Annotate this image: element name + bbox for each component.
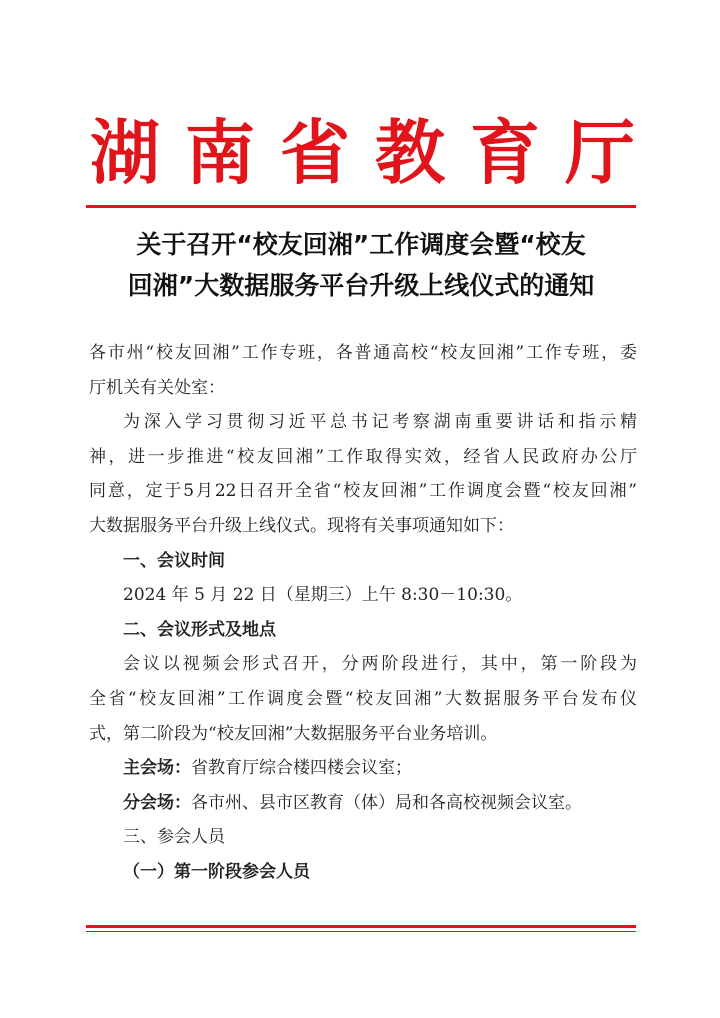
paragraph-line: 为深入学习贯彻习近平总书记考察湖南重要讲话和指示精: [123, 412, 637, 433]
document-body: [89, 336, 637, 890]
letterhead-char: 厅: [565, 111, 635, 194]
main-venue-label: 主会场：: [123, 758, 191, 779]
paragraph-line: 式，第二阶段为“校友回湘”大数据服务平台业务培训。: [89, 723, 498, 744]
sub-venue-label: 分会场：: [123, 792, 191, 813]
org-letterhead: [90, 108, 635, 198]
paragraph-line: 同意，定于5月22日召开全省“校友回湘”工作调度会暨“校友回湘”: [89, 481, 637, 502]
paragraph-line: 2024 年 5 月 22 日（星期三）上午 8:30－10:30。: [123, 585, 523, 606]
sub-venue-text: 各市州、县市区教育（体）局和各高校视频会议室。: [191, 792, 582, 813]
section-heading: 三、参会人员: [123, 827, 225, 848]
letterhead-char: 省: [280, 111, 350, 194]
letterhead-red-rule: [86, 205, 636, 208]
title-line: 回湘”大数据服务平台升级上线仪式的通知: [127, 271, 595, 300]
main-venue-text: 省教育厅综合楼四楼会议室；: [191, 758, 412, 779]
document-title: [86, 224, 636, 306]
letterhead-char: 南: [185, 111, 255, 194]
subsection-heading: （一）第一阶段参会人员: [123, 861, 310, 882]
footer-red-rule: [86, 925, 636, 928]
letterhead-char: 育: [470, 111, 540, 194]
title-line: 关于召开“校友回湘”工作调度会暨“校友: [136, 230, 586, 259]
paragraph-line: 会议以视频会形式召开，分两阶段进行，其中，第一阶段为: [123, 654, 637, 675]
letterhead-char: 湖: [90, 111, 160, 194]
paragraph-line: 全省“校友回湘”工作调度会暨“校友回湘”大数据服务平台发布仪: [89, 688, 637, 709]
sub-venue-line: [89, 786, 637, 821]
paragraph-line: 大数据服务平台升级上线仪式。现将有关事项通知如下：: [89, 515, 514, 536]
section-heading: 一、会议时间: [123, 550, 225, 571]
letterhead-char: 教: [375, 111, 445, 194]
salutation-line: 厅机关有关处室：: [89, 377, 225, 398]
paragraph-line: 神，进一步推进“校友回湘”工作取得实效，经省人民政府办公厅: [89, 446, 637, 467]
salutation-line: 各市州“校友回湘”工作专班，各普通高校“校友回湘”工作专班，委: [89, 343, 637, 363]
section-heading: 二、会议形式及地点: [123, 619, 276, 640]
main-venue-line: [89, 751, 637, 786]
